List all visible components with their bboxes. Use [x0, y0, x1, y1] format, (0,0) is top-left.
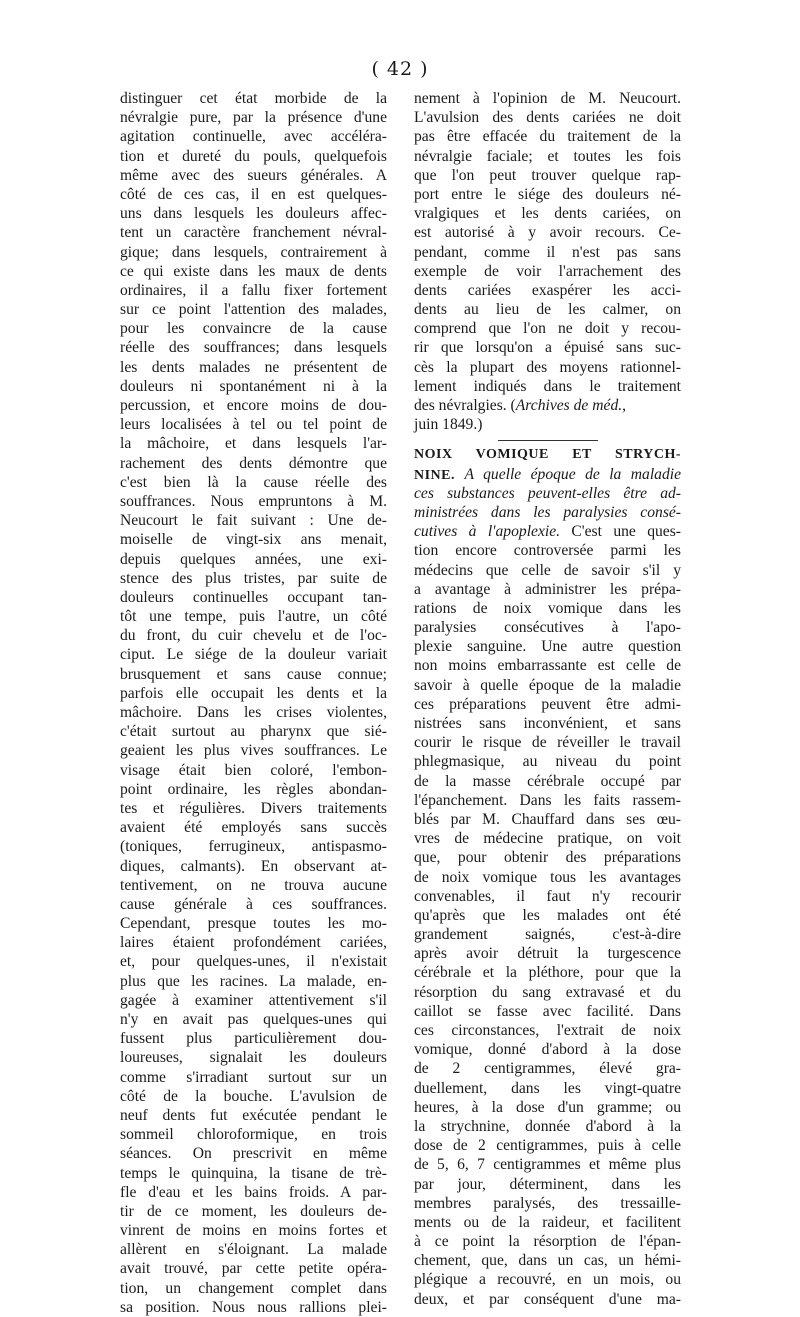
right-column-body-text — [414, 541, 681, 1309]
text-line: n'y en avait pas quelques-unes qui — [120, 1011, 387, 1028]
text-line: tentivement, on ne trouva aucune — [120, 876, 387, 894]
text-line: lement indiqués dans le traitement — [414, 377, 681, 395]
text-line: percussion, et encore moins de dou- — [120, 397, 387, 414]
text-line: leurs localisées à tel ou tel point de — [120, 416, 387, 434]
text-line: rations de noix vomique dans les — [414, 599, 681, 617]
text-line: duellement, dans les vingt-quatre — [414, 1079, 681, 1097]
text-line: ordinaires, il a fallu fixer fortement — [120, 281, 387, 299]
text-line: Neucourt le fait suivant : Une de- — [120, 512, 387, 530]
text-line: port entre le siége des douleurs né- — [414, 185, 681, 203]
text-line: savoir à quelle époque de la maladie — [414, 676, 681, 694]
text-line: cérébrale et la pléthore, pour que la — [414, 964, 681, 982]
text-line: vomique, donné d'abord à la dose — [414, 1041, 681, 1059]
citation-tail: , — [622, 397, 627, 414]
text-line: est autorisé à y avoir recours. Ce- — [414, 224, 681, 242]
text-line: phlegmasique, au niveau du point — [414, 753, 681, 771]
text-line: l'épanchement. Dans les faits rassem- — [414, 791, 681, 809]
text-line: depuis quelques années, une exi- — [120, 550, 387, 568]
text-line: laires étaient profondément cariées, — [120, 934, 387, 952]
text-line: la strychnine, donnée d'abord à la — [414, 1117, 681, 1135]
section-body-start: C'est une ques- — [560, 523, 681, 541]
text-line: rachement des dents démontre que — [120, 454, 387, 472]
section-question-last — [414, 522, 681, 541]
text-line: diques, calmants). En observant at- — [120, 857, 387, 875]
text-line: sommeil chloroformique, en trois — [120, 1126, 387, 1144]
text-line: avaient été employés sans succès — [120, 819, 387, 837]
text-line: névralgie faciale; et toutes les fois — [414, 147, 681, 165]
text-line: point ordinaire, les règles abondan- — [120, 780, 387, 798]
text-line: vres de médecine pratique, on voit — [414, 830, 681, 848]
text-line: même avec des sueurs générales. A — [120, 166, 387, 184]
right-column — [414, 89, 681, 1309]
text-line: tion, un changement complet dans — [120, 1279, 387, 1297]
text-line: médecins que celle de savoir s'il y — [414, 561, 681, 579]
text-line: parfois elle occupait les dents et la — [120, 684, 387, 702]
text-line: gagée à examiner attentivement s'il — [120, 991, 387, 1009]
text-line: neuf dents fut exécutée pendant le — [120, 1106, 387, 1124]
text-line: ce qui existe dans les maux de dents — [120, 262, 387, 280]
text-line: séances. On prescrivit en même — [120, 1145, 387, 1163]
section-question-line: ministrées dans les paralysies consé- — [414, 503, 681, 521]
text-line: tion encore controversée parmi les — [414, 542, 681, 560]
text-line: brusquement et sans cause connue; — [120, 665, 387, 683]
text-line: non moins embarrassante est celle de — [414, 657, 681, 675]
text-line: deux, et par conséquent d'une ma- — [414, 1290, 681, 1308]
text-line: agitation continuelle, avec accéléra- — [120, 128, 387, 146]
text-line: la mâchoire, et dans lesquels l'ar- — [120, 435, 387, 453]
text-line: tent un caractère franchement névral- — [120, 224, 387, 242]
text-line: ces préparations peuvent être admi- — [414, 695, 681, 713]
text-line: pour les convaincre de la cause — [120, 320, 387, 338]
text-line: que l'on peut trouver quelque rap- — [414, 166, 681, 184]
text-line: paralysies consécutives à l'apo- — [414, 619, 681, 637]
section-question-line — [414, 465, 681, 484]
text-line: Cependant, presque toutes les mo- — [120, 915, 387, 933]
text-line: tôt une tempe, puis l'autre, un côté — [120, 608, 387, 626]
text-line: ments ou de la raideur, et facilitent — [414, 1213, 681, 1231]
text-line: allèrent en s'éloignant. La malade — [120, 1241, 387, 1259]
text-line: du front, du cuir chevelu et de l'oc- — [120, 627, 387, 645]
text-line: sa position. Nous nous rallions plei- — [120, 1298, 387, 1316]
text-line: c'est bien là la cause réelle des — [120, 473, 387, 491]
text-line: tion et dureté du pouls, quelquefois — [120, 147, 387, 165]
text-line: tes et régulières. Divers traitements — [120, 799, 387, 817]
text-line: (toniques, ferrugineux, antispasmo- — [120, 838, 387, 856]
text-line: cès la plupart des moyens rationnel- — [414, 358, 681, 376]
text-line: pendant, comme il n'est pas sans — [414, 243, 681, 261]
citation-date: juin 1849.) — [414, 416, 483, 434]
text-line: cause générale à ces souffrances. — [120, 895, 387, 913]
text-line: sur ce point l'attention des malades, — [120, 301, 387, 319]
text-line: L'avulsion des dents cariées ne doit — [414, 109, 681, 127]
text-line: nement à l'opinion de M. Neucourt. — [414, 90, 681, 107]
text-line: résorption du sang extravasé et du — [414, 983, 681, 1001]
text-line: douleurs continuelles occupant tan- — [120, 588, 387, 606]
page-number: ( 42 ) — [371, 58, 429, 80]
text-line: à ce point la résorption de l'épan- — [414, 1233, 681, 1251]
text-line: rir que lorsqu'on a épuisé sans suc- — [414, 339, 681, 357]
text-line: avait trouvé, par cette petite opéra- — [120, 1260, 387, 1278]
section-heading-end: NINE. — [414, 467, 456, 483]
text-line: vinrent de moins en moins fortes et — [120, 1222, 387, 1240]
text-line: réelle des souffrances; dans lesquels — [120, 339, 387, 357]
text-line: nistrées sans inconvénient, et sans — [414, 715, 681, 732]
text-line: qu'après que les malades ont été — [414, 906, 681, 924]
text-line: a avantage à administrer les prépa- — [414, 580, 681, 598]
text-line: douleurs ni spontanément ni à la — [120, 377, 387, 395]
text-line: dents au lieu de les calmer, on — [414, 301, 681, 319]
text-line: par jour, déterminent, dans les — [414, 1175, 681, 1193]
citation-lead: des névralgies. ( — [414, 397, 516, 414]
text-line: uns dans lesquels les douleurs affec- — [120, 205, 387, 223]
left-column — [120, 89, 387, 1317]
text-line: plégique a recouvré, en un mois, ou — [414, 1271, 681, 1289]
text-line: souffrances. Nous empruntons à M. — [120, 492, 387, 510]
section-divider — [498, 440, 598, 441]
text-line: geaient les plus vives souffrances. Le — [120, 742, 387, 760]
text-line: visage était bien coloré, l'embon- — [120, 761, 387, 779]
text-line: fussent plus particulièrement dou- — [120, 1030, 387, 1048]
text-line: convenables, il faut n'y recourir — [414, 887, 681, 905]
text-line: ciput. Le siége de la douleur variait — [120, 646, 387, 664]
text-line: exemple de voir l'arrachement des — [414, 262, 681, 280]
section-question-end: cutives à l'apoplexie. — [414, 523, 561, 541]
text-line: mâchoire. Dans les crises violentes, — [120, 704, 387, 721]
text-line: de 2 centigrammes, élevé gra- — [414, 1060, 681, 1078]
text-line: névralgie pure, par la présence d'une — [120, 109, 387, 127]
text-line: chement, que, dans un cas, un hémi- — [414, 1252, 681, 1270]
text-line: vralgiques et les dents cariées, on — [414, 205, 681, 223]
right-column-top-text — [414, 89, 681, 396]
text-line: grandement saignés, c'est-à-dire — [414, 926, 681, 944]
text-line: plexie sanguine. Une autre question — [414, 638, 681, 656]
text-line: heures, à la dose d'un gramme; ou — [414, 1098, 681, 1116]
text-line: dose de 2 centigrammes, puis à celle — [414, 1137, 681, 1155]
text-line: de la masse cérébrale occupé par — [414, 772, 681, 790]
section-question-part: A quelle époque de la maladie — [464, 465, 681, 483]
text-line: dents cariées exaspérer les acci- — [414, 281, 681, 299]
text-line: c'était surtout au pharynx que sié- — [120, 723, 387, 741]
text-line: caillot se fasse avec facilité. Dans — [414, 1002, 681, 1020]
text-line: pas être effacée du traitement de la — [414, 128, 681, 146]
text-line: tir de ce moment, les douleurs de- — [120, 1202, 387, 1220]
text-line: les dents malades ne présentent de — [120, 358, 387, 376]
text-line: moiselle de vingt-six ans menait, — [120, 531, 387, 549]
text-line: distinguer cet état morbide de la — [120, 90, 387, 107]
text-line: comprend que l'on ne doit y recou- — [414, 320, 681, 338]
text-line: membres paralysés, des tressaille- — [414, 1194, 681, 1212]
text-line: loureuses, signalait les douleurs — [120, 1049, 387, 1067]
text-line: courir le risque de réveiller le travail — [414, 734, 681, 752]
text-line: fle d'eau et les bains froids. A par- — [120, 1183, 387, 1201]
section-question-line: ces substances peuvent-elles être ad- — [414, 484, 681, 502]
text-line: stence des plus tristes, par suite de — [120, 569, 387, 587]
text-line: après avoir détruit la turgescence — [414, 945, 681, 963]
text-line: blés par M. Chauffard dans ses œu- — [414, 810, 681, 828]
text-line: de 5, 6, 7 centigrammes et même plus — [414, 1156, 681, 1174]
text-line: gique; dans lesquels, contrairement à — [120, 243, 387, 261]
text-line: temps le quinquina, la tisane de trè- — [120, 1164, 387, 1182]
text-line: que, pour obtenir des préparations — [414, 849, 681, 867]
text-line: comme s'irradiant surtout sur un — [120, 1068, 387, 1086]
text-line: ces circonstances, l'extrait de noix — [414, 1022, 681, 1039]
text-line: plus que les racines. La malade, en- — [120, 972, 387, 990]
text-line: côté de ces cas, il en est quelques- — [120, 185, 387, 203]
citation-line — [414, 396, 681, 415]
citation-journal: Archives de méd. — [515, 397, 623, 414]
text-line: côté de la bouche. L'avulsion de — [120, 1087, 387, 1105]
section-heading: NOIX VOMIQUE ET STRYCH- — [414, 447, 681, 463]
text-line: et, pour quelques-unes, il n'existait — [120, 953, 387, 971]
text-line: de noix vomique tous les avantages — [414, 868, 681, 886]
